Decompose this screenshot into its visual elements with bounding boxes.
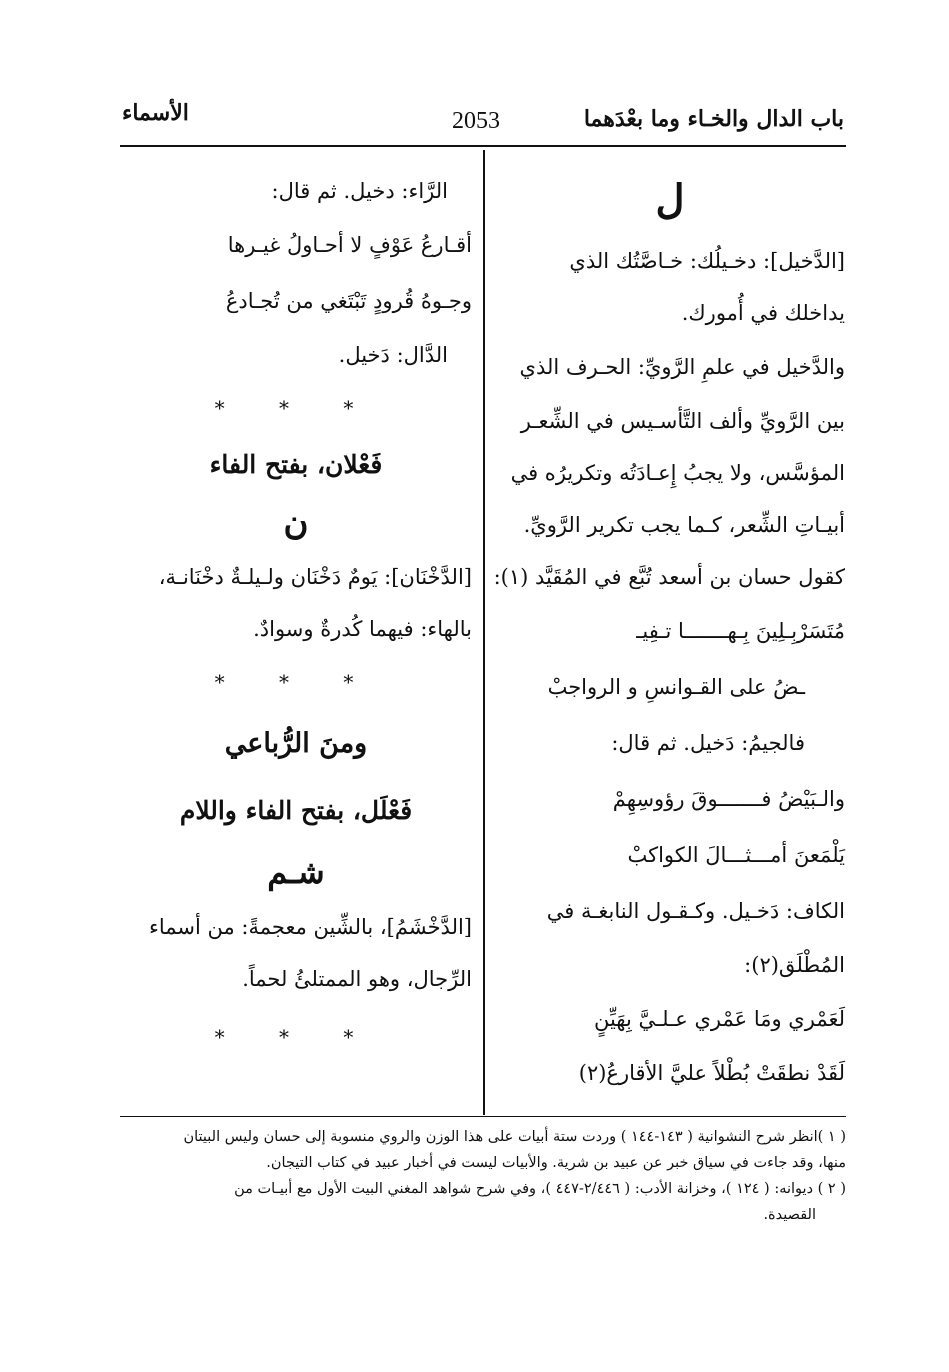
section-letter-lam: ل [655, 176, 685, 223]
chapter-title: باب الدال والخـاء وما بعْدَهما [583, 106, 844, 132]
text-line: يداخلك في أُمورك. [681, 301, 845, 325]
text-line: والدَّخيل في علمِ الرَّويِّ: الحـرف الذي [519, 355, 845, 379]
section-separator: * * * [214, 670, 378, 694]
text-line: [الدَّخْنَان]: يَومٌ دَخْنَان ولـيلـةٌ دخْنَانـة، [158, 565, 472, 589]
text-line: المؤسَّس، ولا يجبُ إِعـادَتُه وتكريرُه في [510, 461, 845, 485]
right-column [495, 165, 845, 1099]
text-line: الكاف: دَخـيل. وكـقـول النابغـة في [546, 899, 845, 923]
footnote-line: منها، وقد جاءت في سياق خبر عن عبيد بن شرية. والأبيات ليست في أخبار عبيد في كتاب التيجان. [266, 1155, 846, 1171]
text-line: الرِّجال، وهو الممتلئُ لحماً. [242, 967, 472, 991]
section-title: الأسماء [122, 100, 189, 126]
header-divider [120, 145, 846, 147]
verse-line: لَقَدْ نطقَتْ بُطْلاً عليَّ الأقارعُ(٢) [578, 1061, 845, 1085]
verse-line: أقـارعُ عَوْفٍ لا أحـاولُ غيـرها [227, 233, 472, 257]
footnote-divider [120, 1116, 846, 1117]
text-line: بين الرَّويِّ وألف التَّأسـيس في الشِّعـر [520, 409, 845, 433]
section-heading: فَعْلَل، بفتح الفاء واللام [179, 796, 413, 825]
footnote-line: القصيدة. [763, 1207, 816, 1223]
verse-line: ـضُ على القـوانسِ و الرواجبْ [547, 675, 805, 699]
verse-line: وجـوهُ قُرودٍ تَبْتَغي من تُجـادعُ [225, 289, 472, 313]
verse-line: والـبَيْضُ فـــــــوقَ رؤوسِهِمْ [612, 787, 845, 811]
section-letter-shin-mim: شـم [267, 853, 325, 891]
verse-line: لَعَمْري ومَا عَمْري عـلـيَّ بِهَيِّنٍ [593, 1007, 845, 1031]
page-number: 2053 [452, 108, 500, 134]
text-line: [الدَّخْشَمُ]، بالشِّين معجمةً: من أسماء [149, 915, 472, 939]
section-letter-nun: ن [283, 503, 309, 543]
section-heading: فَعْلان، بفتح الفاء [209, 450, 383, 479]
left-column [120, 165, 472, 1069]
footnotes [118, 1124, 846, 1228]
section-separator: * * * [214, 1025, 378, 1049]
text-line: كقول حسان بن أسعد تُبَّع في المُقَيَّد (١): [493, 565, 845, 589]
text-line: أبيـاتِ الشِّعر، كـما يجب تكرير الرَّويِّ. [523, 513, 845, 537]
text-line: فالجيمُ: دَخيل. ثم قال: [611, 731, 805, 755]
verse-line: يَلْمَعنَ أمـــثـــالَ الكواكبْ [627, 843, 845, 867]
verse-line: مُتَسَرْبِـلِينَ بِـهـــــــا تـفِيـ [636, 619, 845, 643]
text-line: الرَّاء: دخيل. ثم قال: [271, 179, 448, 203]
text-line: الدَّال: دَخيل. [338, 343, 448, 367]
column-divider [483, 150, 485, 1115]
footnote-line: ( ٢ ) ديوانه: ( ١٢٤ )، وخزانة الأدب: ( ٢/٤٤٦-٤٤٧ )، وفي شرح شواهد المغني البيت الأول مع أبيـات من [234, 1181, 846, 1197]
section-separator: * * * [214, 396, 378, 420]
text-line: بالهاء: فيهما كُدرةٌ وسوادٌ. [253, 617, 472, 641]
text-line: المُطْلَق(٢): [744, 953, 845, 977]
section-heading: ومنَ الرُّباعي [224, 728, 368, 759]
footnote-line: ( ١ )انظر شرح النشوانية ( ١٤٣-١٤٤ ) وردت ستة أبيات على هذا الوزن والروي منسوبة إلى حسان وليس البيتان [183, 1129, 846, 1145]
text-line: [الدَّخيل]: دخـيلُك: خـاصَّتُك الذي [569, 249, 845, 273]
